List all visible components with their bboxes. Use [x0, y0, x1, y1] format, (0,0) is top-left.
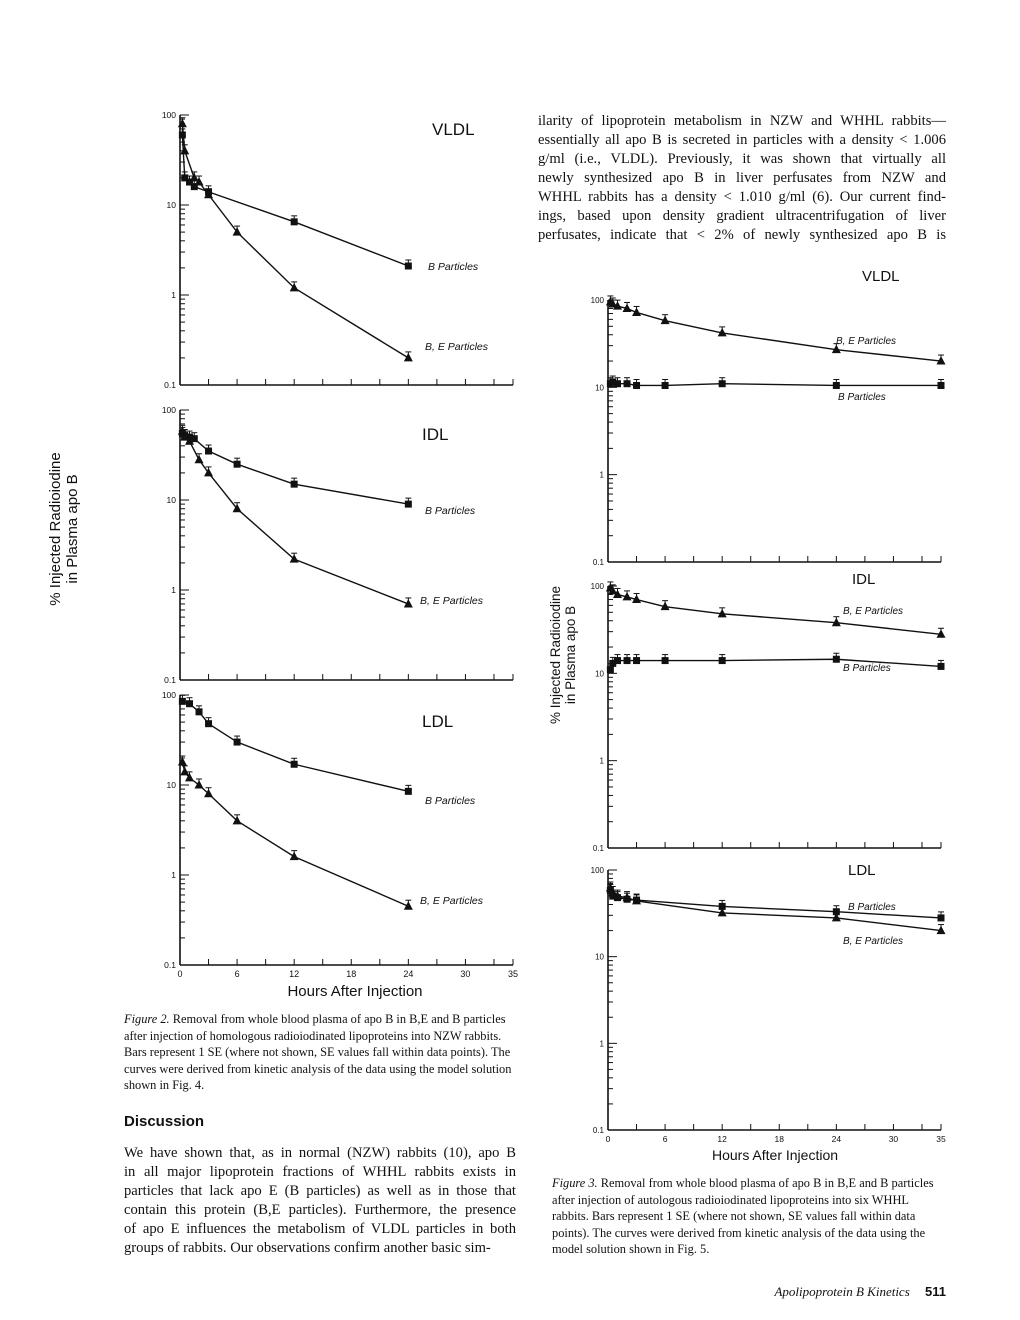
series-curve	[182, 431, 408, 604]
square-marker	[205, 448, 212, 455]
y-tick-label: 1	[171, 870, 176, 880]
fig3-xlabel: Hours After Injection	[711, 1147, 839, 1163]
square-marker	[624, 657, 631, 664]
y-tick-label: 100	[590, 582, 604, 591]
fig2-caption-label: Figure 2.	[124, 1012, 170, 1026]
y-tick-label: 1	[171, 290, 176, 300]
fig2-ylabel-line1: % Injected Radioiodine	[47, 452, 64, 606]
x-tick-label: 35	[507, 969, 519, 979]
triangle-marker	[290, 852, 299, 861]
series-label: B Particles	[843, 663, 891, 674]
y-tick-label: 0.1	[164, 380, 176, 390]
series-label: B Particles	[848, 902, 896, 913]
y-tick-label: 0.1	[164, 960, 176, 970]
square-marker	[633, 382, 640, 389]
square-marker	[179, 698, 186, 705]
y-tick-label: 100	[161, 110, 176, 120]
discussion-line: contain this protein (B,E particles). Furthermore, the presence	[124, 1202, 516, 1218]
series-curve	[610, 659, 941, 669]
y-tick-label: 1	[599, 1039, 604, 1049]
discussion-body	[124, 1144, 516, 1258]
square-marker	[291, 761, 298, 768]
panel-title: IDL	[852, 571, 876, 588]
x-tick-label: 6	[234, 969, 240, 979]
square-marker	[186, 700, 193, 707]
fig2-ylabel	[47, 434, 81, 624]
discussion-heading: Discussion	[124, 1113, 205, 1130]
fig3-caption	[552, 1175, 944, 1258]
triangle-marker	[180, 767, 189, 776]
square-marker	[205, 720, 212, 727]
square-marker	[196, 708, 203, 715]
x-tick-label: 0	[605, 1134, 611, 1144]
y-tick-label: 0.1	[592, 1126, 604, 1135]
series-label: B, E Particles	[420, 895, 484, 907]
x-tick-label: 24	[403, 969, 414, 979]
right-text-line: newly synthesized apo B in liver perfusates from NZW and	[538, 170, 946, 186]
discussion-line: of apo E influences the metabolism of VLDL particles in both	[124, 1221, 516, 1237]
series-label: B, E Particles	[836, 336, 897, 347]
right-text-line: perfusates, indicate that < 2% of newly synthesized apo B is	[538, 227, 946, 243]
x-tick-label: 30	[460, 969, 471, 979]
y-tick-label: 10	[595, 383, 604, 393]
series-label: B Particles	[428, 261, 479, 273]
discussion-line: We have shown that, as in normal (NZW) rabbits (10), apo B	[124, 1145, 516, 1161]
y-tick-label: 10	[166, 495, 176, 505]
series-label: B, E Particles	[843, 606, 904, 617]
series-label: B, E Particles	[420, 595, 484, 607]
square-marker	[833, 656, 840, 663]
square-marker	[607, 666, 614, 673]
square-marker	[719, 657, 726, 664]
square-marker	[833, 382, 840, 389]
fig3-caption-text: Removal from whole blood plasma of apo B in B,E and B particles after injection of autologous radioiodinated lipoproteins into six WHHL rabbits. Bars represent 1 SE (where not shown, SE values fall within data points). The curves were derived from kinetic analysis of the data using the model solution shown in Fig. 5.	[552, 1176, 934, 1256]
triangle-marker	[195, 455, 204, 464]
y-tick-label: 10	[166, 780, 176, 790]
series-label: B Particles	[425, 505, 476, 517]
series-curve	[182, 701, 408, 791]
y-tick-label: 1	[599, 756, 604, 766]
y-tick-label: 10	[595, 669, 604, 679]
square-marker	[291, 218, 298, 225]
panel-title: VLDL	[862, 268, 900, 285]
square-marker	[938, 663, 945, 670]
square-marker	[405, 263, 412, 270]
y-tick-label: 1	[171, 585, 176, 595]
y-tick-label: 100	[590, 866, 604, 875]
series-label: B, E Particles	[843, 936, 904, 947]
discussion-line: in all major lipoprotein fractions of WHHL rabbits exists in	[124, 1164, 516, 1180]
panel-title: IDL	[422, 425, 449, 444]
x-tick-label: 35	[936, 1134, 946, 1144]
y-tick-label: 0.1	[592, 844, 604, 853]
square-marker	[405, 501, 412, 508]
square-marker	[662, 657, 669, 664]
x-tick-label: 0	[177, 969, 183, 979]
fig2-caption	[124, 1011, 516, 1094]
square-marker	[719, 380, 726, 387]
x-tick-label: 18	[346, 969, 357, 979]
right-column-text	[538, 112, 946, 245]
triangle-marker	[290, 554, 299, 563]
series-label: B Particles	[425, 795, 476, 807]
fig3-caption-label: Figure 3.	[552, 1176, 598, 1190]
square-marker	[614, 657, 621, 664]
x-tick-label: 12	[717, 1134, 727, 1144]
page-number: 511	[925, 1284, 946, 1299]
series-label: B, E Particles	[425, 341, 489, 353]
y-tick-label: 100	[161, 690, 176, 700]
square-marker	[179, 131, 186, 138]
fig3-ylabel	[548, 565, 578, 745]
series-curve	[182, 433, 408, 504]
square-marker	[662, 382, 669, 389]
triangle-marker	[180, 146, 189, 155]
square-marker	[938, 914, 945, 921]
square-marker	[234, 739, 241, 746]
y-tick-label: 10	[595, 952, 604, 962]
right-text-line: g/ml (i.e., VLDL). Previously, it was shown that virtually all	[538, 151, 946, 167]
x-tick-label: 12	[289, 969, 300, 979]
panel-title: LDL	[422, 712, 454, 731]
running-title: Apolipoprotein B Kinetics	[774, 1284, 910, 1299]
x-tick-label: 24	[831, 1134, 842, 1144]
y-tick-label: 100	[161, 405, 176, 415]
y-tick-label: 0.1	[592, 558, 604, 567]
triangle-marker	[195, 780, 204, 789]
x-tick-label: 18	[774, 1134, 784, 1144]
square-marker	[234, 461, 241, 468]
y-tick-label: 10	[166, 200, 176, 210]
square-marker	[614, 380, 621, 387]
series-curve	[610, 302, 941, 361]
fig2-xlabel: Hours After Injection	[287, 983, 423, 1000]
right-text-line: ilarity of lipoprotein metabolism in NZW and WHHL rabbits—	[538, 113, 946, 129]
discussion-line: groups of rabbits. Our observations confirm another basic sim-	[124, 1240, 491, 1256]
triangle-marker	[404, 353, 413, 362]
square-marker	[633, 657, 640, 664]
y-tick-label: 100	[590, 296, 604, 305]
series-label: B Particles	[838, 392, 886, 403]
right-text-line: essentially all apo B is secreted in particles with a density < 1.006	[538, 132, 946, 148]
series-curve	[182, 124, 408, 358]
square-marker	[938, 382, 945, 389]
fig3-ylabel-line2: in Plasma apo B	[563, 605, 578, 705]
square-marker	[624, 380, 631, 387]
y-tick-label: 0.1	[164, 675, 176, 685]
x-tick-label: 30	[888, 1134, 899, 1144]
right-text-line: WHHL rabbits has a density < 1.010 g/ml (6). Our current find-	[538, 189, 946, 205]
series-curve	[182, 135, 408, 266]
panel-title: VLDL	[432, 120, 475, 139]
x-tick-label: 6	[662, 1134, 668, 1144]
fig3-ylabel-line1: % Injected Radioiodine	[548, 585, 563, 725]
series-curve	[610, 382, 941, 385]
fig2-caption-text: Removal from whole blood plasma of apo B in B,E and B particles after injection of homologous radioiodinated lipoproteins into NZW rabbits. Bars represent 1 SE (where not shown, SE values fall within data points). The curves were derived from kinetic analysis of the data using the model solution shown in Fig. 4.	[124, 1012, 512, 1092]
running-footer	[740, 1284, 946, 1300]
panel-title: LDL	[848, 862, 876, 879]
discussion-line: particles that lack apo E (B particles) as well as in those that	[124, 1183, 516, 1199]
square-marker	[405, 788, 412, 795]
right-text-line: ings, based upon density gradient ultracentrifugation of liver	[538, 208, 946, 224]
square-marker	[291, 481, 298, 488]
y-tick-label: 1	[599, 470, 604, 480]
fig2-ylabel-line2: in Plasma apo B	[64, 474, 81, 584]
